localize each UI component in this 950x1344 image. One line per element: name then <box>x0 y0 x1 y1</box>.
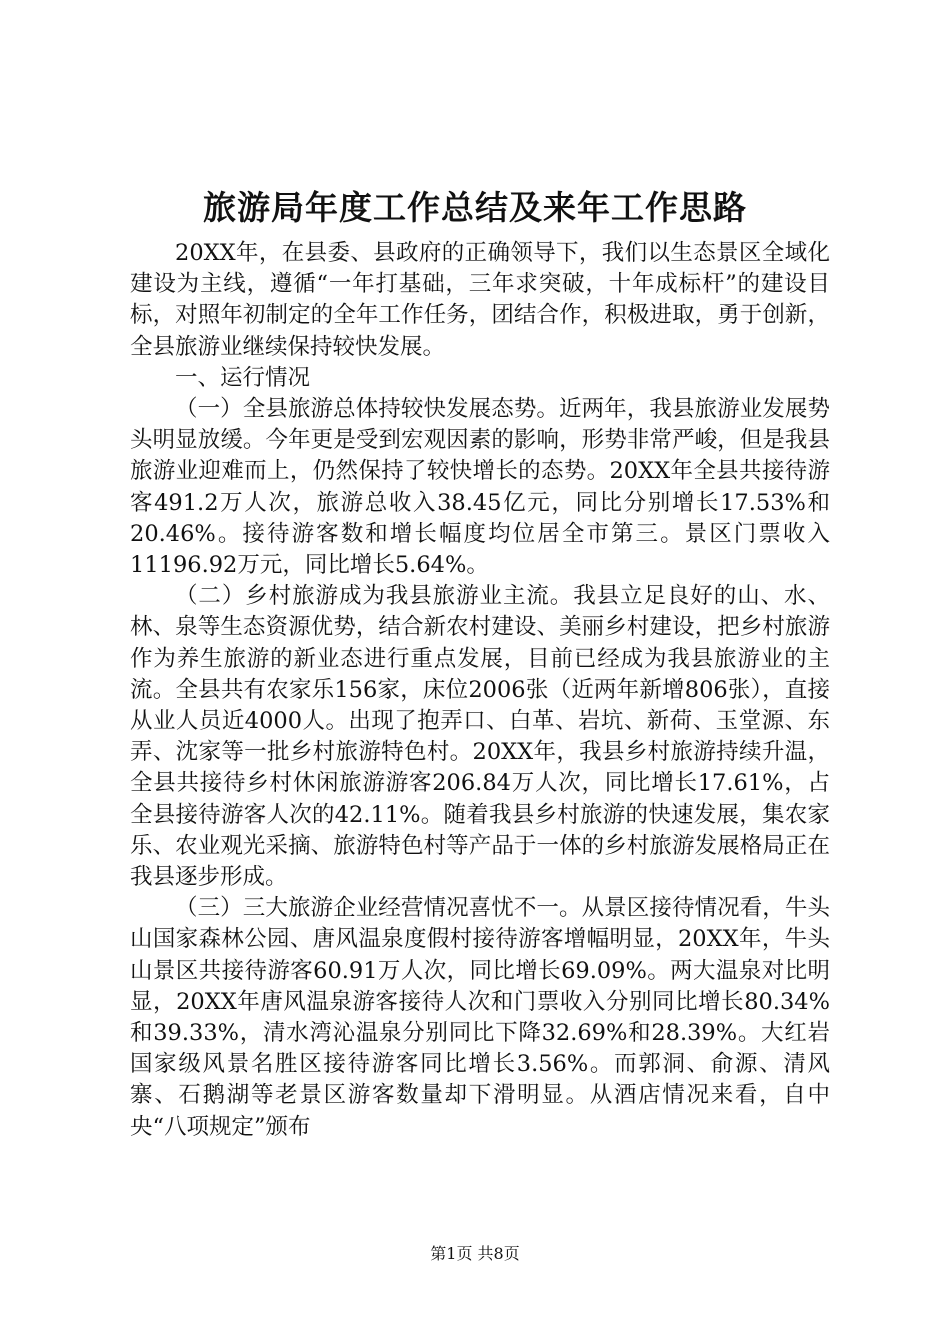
document-title: 旅游局年度工作总结及来年工作思路 <box>203 188 747 227</box>
section-heading-operation: 一、运行情况 <box>175 364 311 391</box>
paragraph-enterprises: （三）三大旅游企业经营情况喜忧不一。从景区接待情况看，牛头山国家森林公园、唐风温泉度假村接待游客增幅明显，20XX年，牛头山景区共接待游客60.91万人次，同比增长69.09%。两大温泉对比明显，20XX年唐风温泉游客接待人次和门票收入分别同比增长80.34%和39.33%，清水湾沁温泉分别同比下降32.69%和28.39%。大红岩国家级风景名胜区接待游客同比增长3.56%。而郭洞、俞源、清风寨、石鹅湖等老景区游客数量却下滑明显。从酒店情况来看，自中央“八项规定”颁布 <box>130 895 830 1140</box>
paragraph-intro: 20XX年，在县委、县政府的正确领导下，我们以生态景区全域化建设为主线，遵循“一年打基础，三年求突破，十年成标杆”的建设目标，对照年初制定的全年工作任务，团结合作，积极进取，勇于创新，全县旅游业继续保持较快发展。 <box>130 240 830 360</box>
paragraph-rural-tourism: （二）乡村旅游成为我县旅游业主流。我县立足良好的山、水、林、泉等生态资源优势，结合新农村建设、美丽乡村建设，把乡村旅游作为养生旅游的新业态进行重点发展，目前已经成为我县旅游业的主流。全县共有农家乐156家，床位2006张（近两年新增806张），直接从业人员近4000人。出现了抱弄口、白革、岩坑、新荷、玉堂源、东弄、沈家等一批乡村旅游特色村。20XX年，我县乡村旅游持续升温，全县共接待乡村休闲旅游游客206.84万人次，同比增长17.61%，占全县接待游客人次的42.11%。随着我县乡村旅游的快速发展，集农家乐、农业观光采摘、旅游特色村等产品于一体的乡村旅游发展格局正在我县逐步形成。 <box>130 583 830 891</box>
paragraph-overall-tourism: （一）全县旅游总体持较快发展态势。近两年，我县旅游业发展势头明显放缓。今年更是受到宏观因素的影响，形势非常严峻，但是我县旅游业迎难而上，仍然保持了较快增长的态势。20XX年全县共接待游客491.2万人次，旅游总收入38.45亿元，同比分别增长17.53%和20.46%。接待游客数和增长幅度均位居全市第三。景区门票收入11196.92万元，同比增长5.64%。 <box>130 396 830 579</box>
document-body <box>130 238 830 1143</box>
page-footer: 第1页 共8页 <box>430 1244 520 1263</box>
